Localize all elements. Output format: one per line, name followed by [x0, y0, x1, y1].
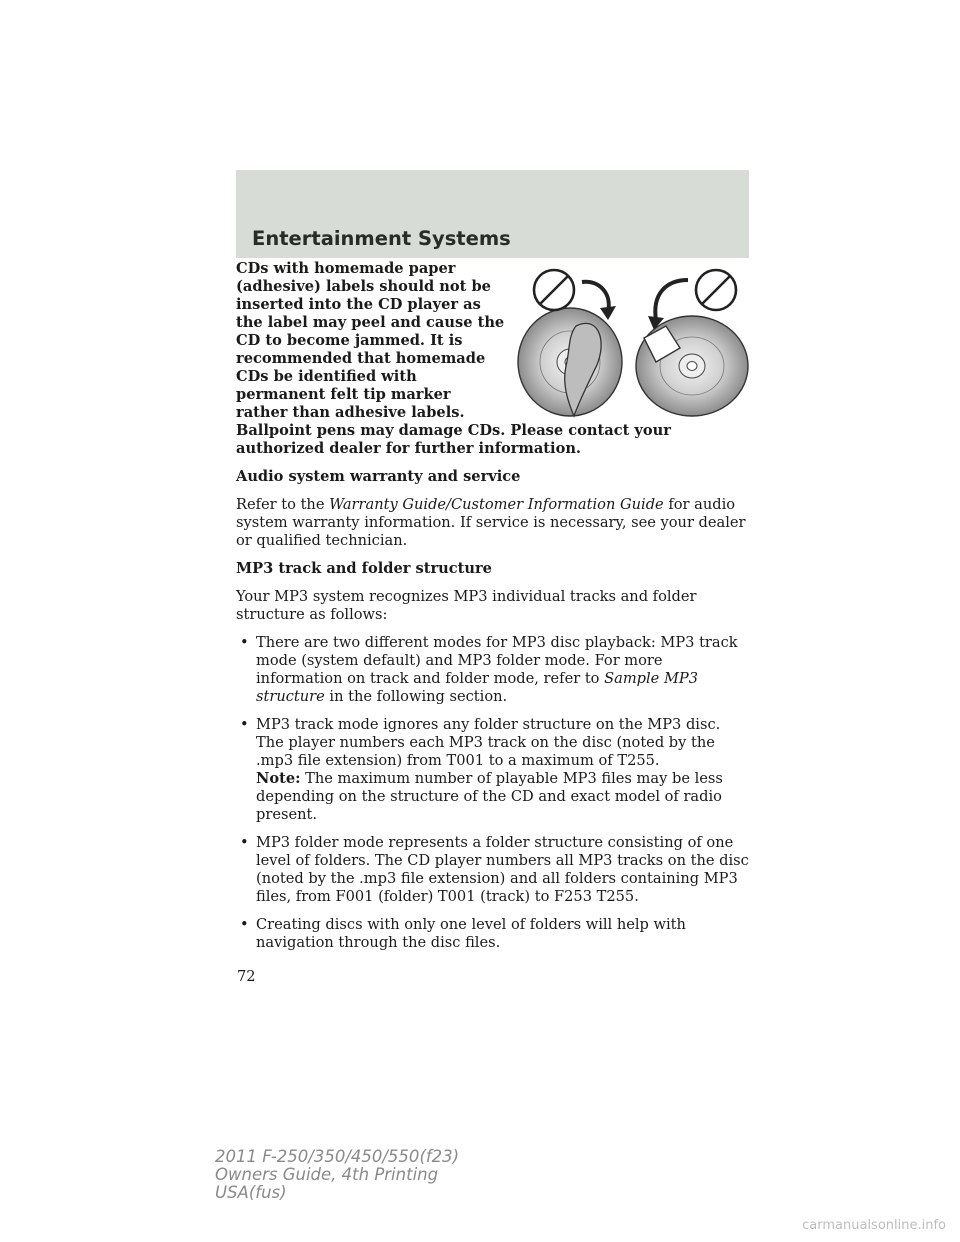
mp3-bullet-list — [236, 634, 750, 952]
label-peel-arrow-icon — [655, 280, 688, 320]
warranty-heading: Audio system warranty and service — [236, 468, 521, 485]
note-label: Note: — [256, 770, 301, 787]
no-symbol-icon — [534, 270, 574, 310]
section-header — [236, 170, 749, 258]
warranty-paragraph: Refer to the Warranty Guide/Customer Information Guide for audio system warranty information. If service is necessary, see your dealer or qualified technician. — [236, 496, 746, 549]
page-content — [236, 260, 750, 962]
page-number: 72 — [237, 968, 256, 985]
list-item: • MP3 folder mode represents a folder structure consisting of one level of folders. The CD player numbers all MP3 tracks on the disc (noted by the .mp3 file extension) and all folders containing MP3 files, from F001 (folder) T001 (track) to F253 T255. — [240, 834, 749, 905]
cd-label-warning-text: CDs with homemade paper (adhesive) labels should not be inserted into the CD player as the label may peel and cause the CD to become jammed. It is recommended that homemade CDs be identified with permanent felt tip marker rather than adhesive labels. Ballpoint pens may damage CDs. Please contact your authorized dealer for further information. — [236, 260, 671, 457]
mp3-heading: MP3 track and folder structure — [236, 560, 492, 577]
no-symbol-icon — [696, 270, 736, 310]
mp3-intro: Your MP3 system recognizes MP3 individual tracks and folder structure as follows: — [236, 588, 697, 623]
section-title: Entertainment Systems — [252, 227, 511, 250]
list-item: • There are two different modes for MP3 disc playback: MP3 track mode (system default) and MP3 folder mode. For more information on track and folder mode, refer to Sample MP3 structure in the following section. — [240, 634, 738, 705]
sample-mp3-reference: Sample MP3 structure — [256, 670, 698, 705]
list-item: • Creating discs with only one level of folders will help with navigation through the disc files. — [240, 916, 686, 951]
warranty-guide-reference: Warranty Guide/Customer Information Guide — [329, 496, 664, 513]
watermark: carmanualsonline.info — [802, 1218, 946, 1233]
document-footer: 2011 F-250/350/450/550(f23) Owners Guide, 4th Printing USA(fus) — [215, 1147, 460, 1202]
cd-label-warning-figure — [516, 266, 752, 418]
list-item: • MP3 track mode ignores any folder structure on the MP3 disc. The player numbers each MP3 track on the disc (noted by the .mp3 file extension) from T001 to a maximum of T255. Note: The maximum number of playable MP3 files may be less depending on the structure of the CD and exact model of radio present. — [240, 716, 723, 823]
cd-disc-icon — [636, 316, 748, 416]
